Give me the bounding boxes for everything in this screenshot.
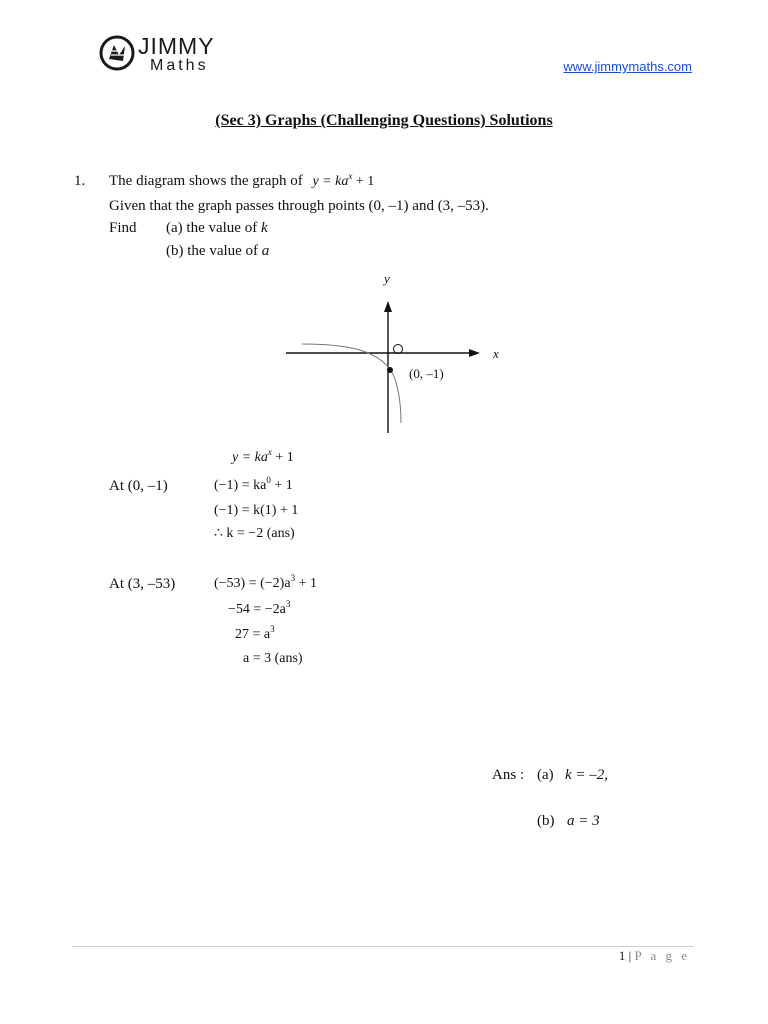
step-lhs: 27 = a (235, 627, 271, 642)
step-exponent: 0 (266, 475, 271, 485)
exponential-graph (280, 265, 520, 440)
point-marker (387, 367, 393, 373)
step-rhs: + 1 (295, 576, 317, 591)
step-rhs: + 1 (270, 478, 293, 493)
solution-equation-lhs: y = ka (232, 450, 268, 465)
solution-equation-rhs: + 1 (271, 450, 294, 465)
at-point-2-step-3 (235, 624, 275, 643)
at-point-2-step-2 (228, 599, 291, 618)
page-title: (Sec 3) Graphs (Challenging Questions) Solutions (215, 112, 553, 129)
step-exponent: 3 (285, 599, 291, 609)
page-separator: | (628, 948, 632, 963)
curve (302, 344, 401, 423)
at-point-2-step-4: a = 3 (ans) (243, 651, 303, 666)
answer-a-label: (a) (537, 767, 554, 783)
at-point-1-step-3: ∴ k = −2 (ans) (214, 526, 295, 541)
logo-text-jimmy: JIMMY (138, 33, 215, 59)
answer-b-label: (b) (537, 813, 555, 829)
step-lhs: −54 = −2a (228, 602, 286, 617)
part-a-prompt (166, 220, 268, 237)
logo-mark-icon (98, 33, 136, 73)
y-axis-label: y (384, 271, 390, 286)
question-line-1-text: The diagram shows the graph of (109, 173, 303, 189)
website-link[interactable]: www.jimmymaths.com (563, 59, 692, 74)
at-point-1-step-1 (214, 475, 293, 494)
step-lhs: (−1) = ka (214, 478, 267, 493)
step-exponent: 3 (290, 573, 296, 583)
solution-equation-exponent: x (267, 447, 272, 457)
part-b-prompt (166, 243, 269, 260)
footer-divider (72, 946, 694, 947)
part-b-variable: a (261, 243, 270, 259)
part-b-text: (b) the value of (166, 243, 262, 259)
jimmy-maths-logo (98, 33, 238, 79)
point-label: (0, –1) (409, 366, 444, 381)
logo-text-maths: Maths (150, 57, 209, 74)
equation-lhs: y = ka (312, 174, 349, 189)
question-equation (312, 171, 375, 189)
page-number: 1 (618, 948, 626, 963)
solution-equation (232, 447, 294, 466)
step-lhs: (−53) = (−2)a (214, 576, 291, 591)
part-a-variable: k (260, 220, 268, 236)
x-axis-label: x (493, 346, 499, 361)
equation-rhs: + 1 (352, 174, 375, 189)
equation-exponent: x (348, 171, 353, 181)
at-point-2-step-1 (214, 573, 317, 592)
answer-b-value: a = 3 (567, 813, 600, 829)
answer-a-value: k = –2, (565, 767, 609, 783)
open-circle-marker (394, 345, 403, 354)
question-number: 1. (74, 173, 86, 189)
at-point-2-label: At (3, –53) (109, 576, 176, 592)
page-word: P a g e (634, 948, 690, 963)
part-a-text: (a) the value of (166, 220, 261, 236)
at-point-1-step-2: (−1) = k(1) + 1 (214, 503, 299, 518)
at-point-1-label: At (0, –1) (109, 478, 168, 494)
question-line-2: Given that the graph passes through points (0, –1) and (3, –53). (109, 198, 489, 214)
step-exponent: 3 (270, 624, 275, 634)
question-line-1 (109, 173, 374, 190)
answer-label: Ans : (492, 767, 525, 783)
page-footer (619, 948, 690, 964)
y-axis-arrow-icon (384, 301, 392, 312)
x-axis-arrow-icon (469, 349, 480, 357)
find-label: Find (109, 220, 137, 236)
